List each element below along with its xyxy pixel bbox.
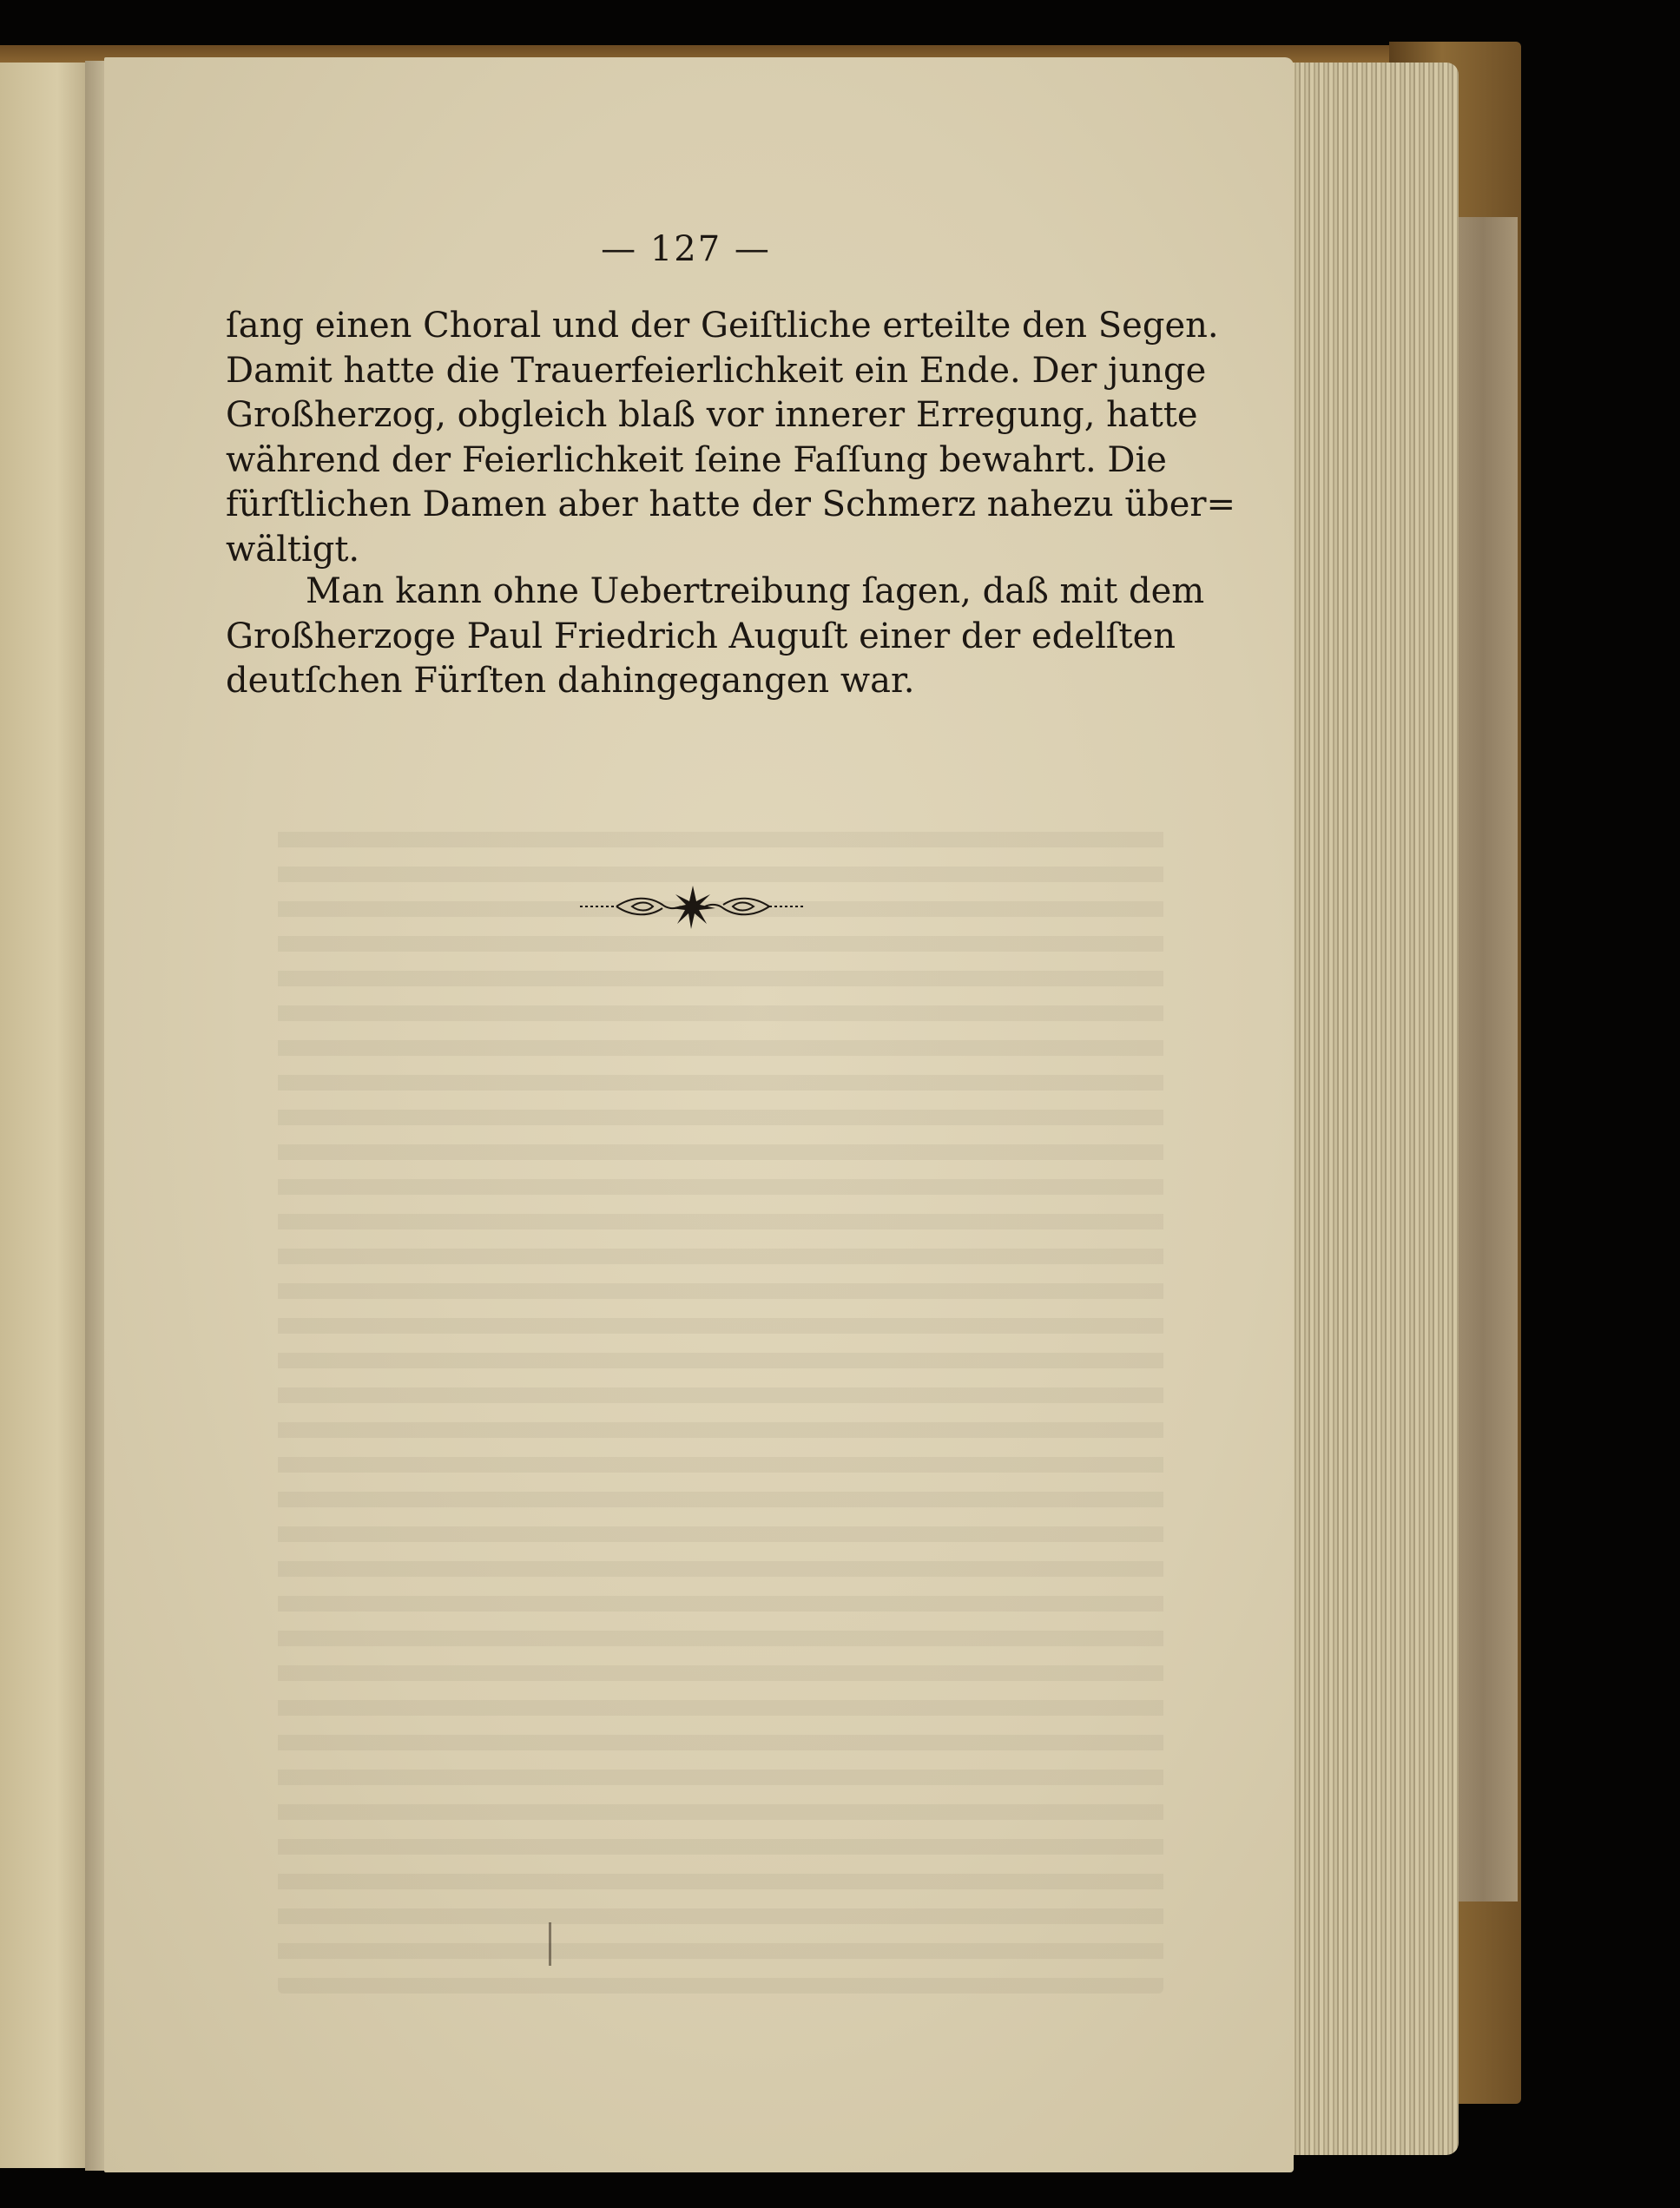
page-mark xyxy=(549,1922,551,1966)
text-line: wältigt. xyxy=(226,529,360,570)
paragraph-2 xyxy=(226,570,1205,704)
text-line: Großherzoge Paul Friedrich Auguſt einer der edelſten xyxy=(226,616,1176,656)
star-scroll-ornament-icon xyxy=(580,880,806,933)
text-line: Man kann ohne Uebertreibung ſagen, daß mit dem xyxy=(306,571,1205,611)
paragraph-1 xyxy=(226,304,1236,572)
recto-page xyxy=(104,57,1294,2172)
cover-lining xyxy=(1448,217,1518,1902)
show-through-text xyxy=(278,813,1163,1994)
text-line: fürſtlichen Damen aber hatte der Schmerz nahezu über= xyxy=(226,484,1236,524)
text-line: ſang einen Choral und der Geiſtliche erteilte den Segen. xyxy=(226,306,1219,346)
text-line: Damit hatte die Trauerfeierlichkeit ein Ende. Der junge xyxy=(226,350,1207,391)
text-line: Großherzog, obgleich blaß vor innerer Erregung, hatte xyxy=(226,395,1198,435)
verso-page-edge xyxy=(0,63,96,2168)
text-line: deutſchen Fürſten dahingegangen war. xyxy=(226,661,915,701)
page-number: — 127 — xyxy=(601,229,771,269)
page-edges xyxy=(1268,63,1459,2155)
text-line: während der Feierlichkeit ſeine Faſſung bewahrt. Die xyxy=(226,439,1167,480)
